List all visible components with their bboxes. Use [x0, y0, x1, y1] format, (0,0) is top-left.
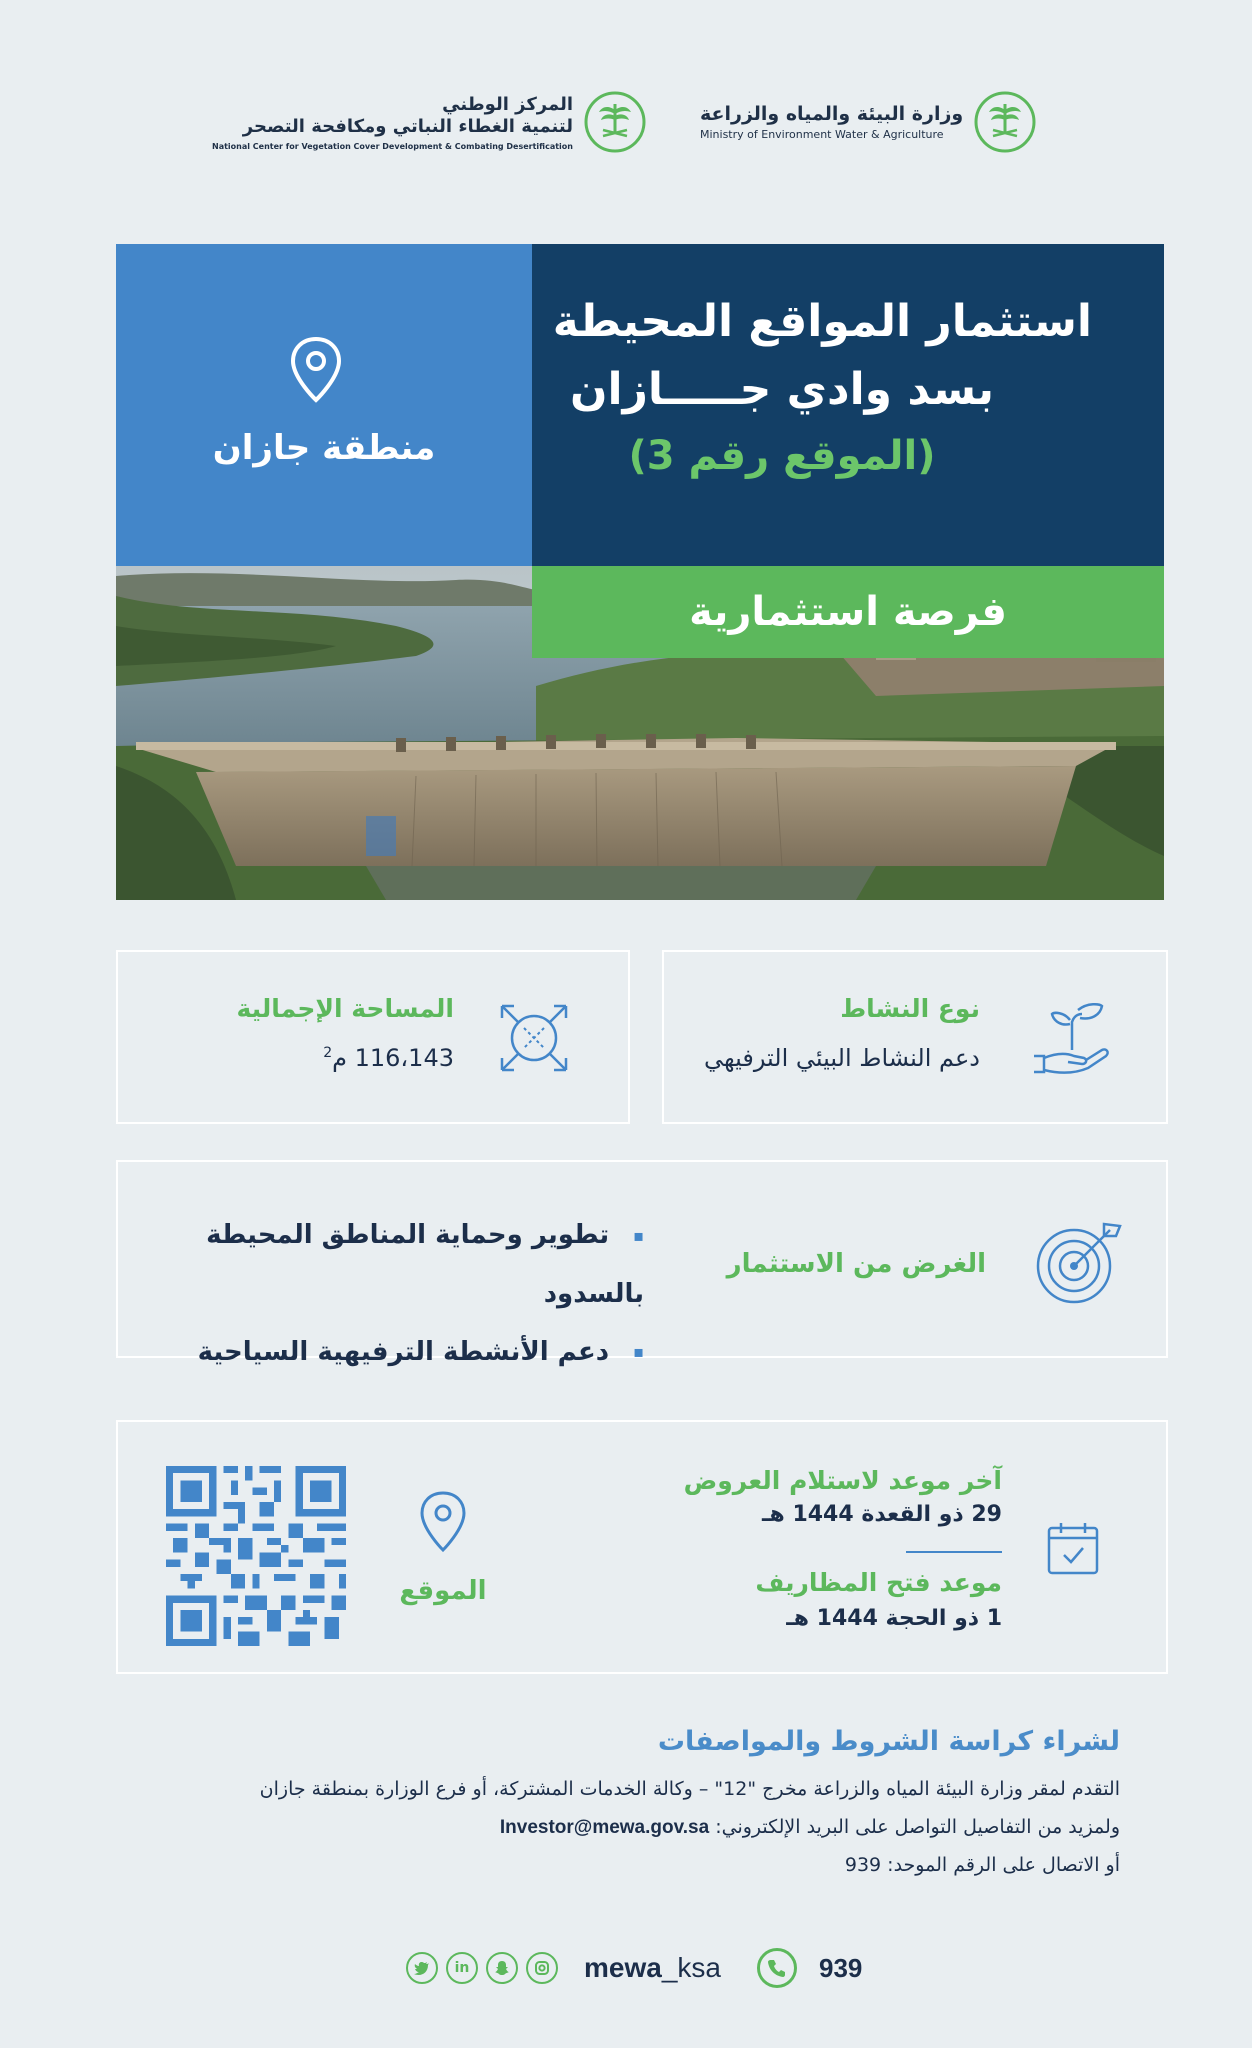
location-qr-code[interactable]: [166, 1466, 346, 1646]
opportunity-label: فرصة استثمارية: [689, 589, 1007, 635]
twitter-icon[interactable]: [406, 1952, 438, 1984]
activity-value: دعم النشاط البيئي الترفيهي: [704, 1044, 980, 1072]
palm-emblem-icon: [583, 90, 647, 154]
purpose-list: [150, 1206, 644, 1381]
calendar-check-icon: [1046, 1520, 1100, 1576]
location-pin-icon: [418, 1490, 468, 1554]
phone-icon: [757, 1948, 797, 1988]
center-name-ar-2: لتنمية الغطاء النباتي ومكافحة التصحر: [242, 116, 573, 137]
social-handle[interactable]: mewa_ksa: [584, 1952, 721, 1983]
title-line-1: استثمار المواقع المحيطة: [552, 296, 1092, 347]
area-expand-icon: [498, 1000, 570, 1076]
social-footer: [406, 1948, 862, 1988]
linkedin-icon[interactable]: in: [446, 1952, 478, 1984]
area-unit-sup: 2: [323, 1045, 333, 1061]
target-icon: [1034, 1220, 1122, 1306]
title-line-2: بسد وادي جـــــازان: [569, 364, 995, 416]
purchase-line-2: [160, 1816, 1120, 1839]
deadline-value: 29 ذو القعدة 1444 هـ: [762, 1502, 1002, 1527]
center-logo: [212, 90, 647, 154]
purchase-title: لشراء كراسة الشروط والمواصفات: [657, 1726, 1120, 1757]
purchase-line-1: التقدم لمقر وزارة البيئة المياه والزراعة مخرج "12" – وكالة الخدمات المشتركة، أو فرع الوزارة بمنطقة جازان: [259, 1778, 1120, 1800]
center-name-ar-1: المركز الوطني: [442, 93, 573, 115]
area-label: المساحة الإجمالية: [236, 994, 454, 1023]
opening-value: 1 ذو الحجة 1444 هـ: [786, 1606, 1002, 1631]
opening-label: موعد فتح المظاريف: [755, 1568, 1002, 1597]
purchase-email[interactable]: Investor@mewa.gov.sa: [499, 1817, 710, 1838]
center-name-en: National Center for Vegetation Cover Development & Combating Desertification: [212, 141, 573, 151]
activity-label: نوع النشاط: [840, 994, 980, 1023]
ministry-logo: [700, 90, 1037, 154]
ministry-name-ar: وزارة البيئة والمياه والزراعة: [700, 102, 964, 125]
palm-emblem-icon: [973, 90, 1037, 154]
purpose-label: الغرض من الاستثمار: [726, 1249, 986, 1279]
title-block: [532, 288, 1092, 488]
purpose-item: ▪ دعم الأنشطة الترفيهية السياحية: [150, 1323, 644, 1382]
area-value: [150, 1044, 454, 1072]
instagram-icon[interactable]: [526, 1952, 558, 1984]
region-panel: [116, 244, 532, 566]
purpose-item: ▪ تطوير وحماية المناطق المحيطة بالسدود: [150, 1206, 644, 1323]
hand-plant-icon: [1030, 1000, 1114, 1080]
snapchat-icon[interactable]: [486, 1952, 518, 1984]
area-number: 116،143 م: [332, 1044, 454, 1072]
site-number: (الموقع رقم 3): [628, 433, 936, 480]
phone-number[interactable]: 939: [818, 1952, 863, 1983]
dates-divider: [906, 1551, 1002, 1553]
purchase-email-text: ولمزيد من التفاصيل التواصل على البريد الإلكتروني:: [709, 1816, 1120, 1838]
location-label[interactable]: الموقع: [399, 1576, 487, 1606]
purchase-line-3: أو الاتصال على الرقم الموحد: 939: [844, 1854, 1120, 1876]
deadline-label: آخر موعد لاستلام العروض: [683, 1466, 1002, 1495]
region-name: منطقة جازان: [212, 428, 436, 468]
ministry-name-en: Ministry of Environment Water & Agriculture: [700, 128, 944, 142]
location-pin-icon: [288, 336, 344, 404]
